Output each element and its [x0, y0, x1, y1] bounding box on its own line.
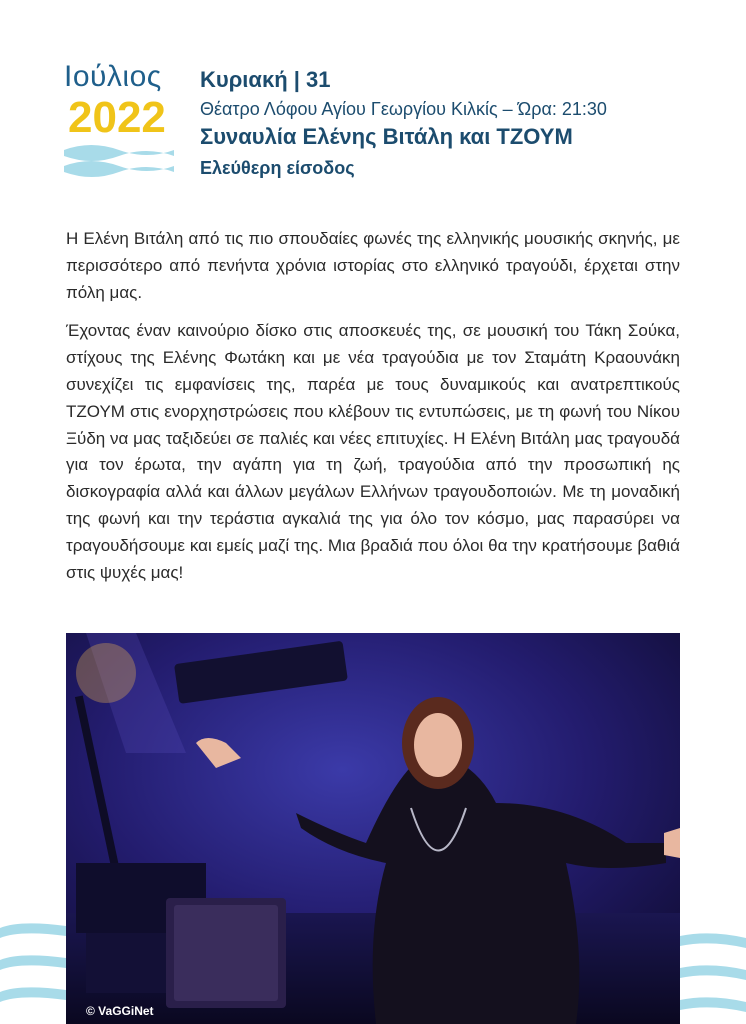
logo-month: Ιούλιος [64, 60, 162, 93]
decorative-waves-right-icon [680, 930, 746, 1024]
festival-logo [60, 60, 180, 185]
event-entry: Ελεύθερη είσοδος [200, 158, 355, 178]
event-title: Συναυλία Ελένης Βιτάλη και ΤΖΟΥΜ [200, 124, 573, 149]
event-description [66, 226, 680, 598]
event-venue: Θέατρο Λόφου Αγίου Γεωργίου Κιλκίς – Ώρα: 21:30 [200, 99, 607, 119]
concert-photo-illustration [66, 633, 680, 1024]
event-header [200, 66, 720, 182]
event-date: Κυριακή | 31 [200, 67, 331, 92]
logo-waves-icon [64, 142, 174, 184]
logo-year: 2022 [68, 93, 166, 142]
description-paragraph: Έχοντας έναν καινούριο δίσκο στις αποσκευές της, σε μουσική του Τάκη Σούκα, στίχους της Ελένης Φωτάκη και με νέα τραγούδια με τον Σταμάτη Κραουνάκη συνεχίζει τις εμφανίσεις της, παρέα με τους δυναμικούς και ανατρεπτικούς ΤΖΟΥΜ στις ενορχηστρώσεις που κλέβουν τις εντυπώσεις, με τη φωνή του Νίκου Ξύδη να μας ταξιδεύει σε παλιές και νέες επιτυχίες. Η Ελένη Βιτάλη μας τραγουδά για τον έρωτα, την αγάπη για τη ζωή, τραγούδια από την προσωπική ης δισκογραφία αλλά και άλλων μεγάλων Ελλήνων τραγουδοποιών. Με τη μοναδική της φωνή και την τεράστια αγκαλιά της για όλο τον κόσμο, μας παρασύρει να τραγουδήσουμε και εμείς μαζί της. Μια βραδιά που όλοι θα την κρατήσουμε βαθιά στις ψυχές μας! [66, 321, 680, 582]
decorative-waves-left-icon [0, 920, 66, 1024]
description-paragraph: Η Ελένη Βιτάλη από τις πιο σπουδαίες φωνές της ελληνικής μουσικής σκηνής, με περισσότερο από πενήντα χρόνια ιστορίας στο ελληνικό τραγούδι, έρχεται στην πόλη μας. [66, 229, 680, 302]
photo-credit: © VaGGiNet [86, 1004, 154, 1018]
concert-photo [66, 633, 680, 1024]
